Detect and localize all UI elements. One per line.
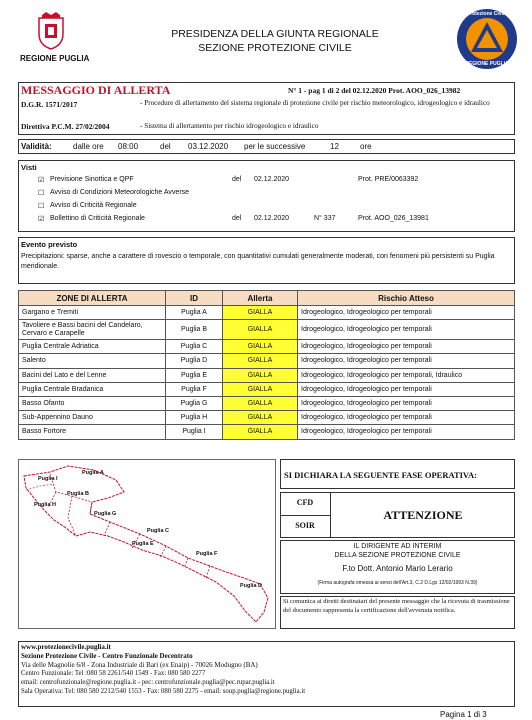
zone-name: Tavoliere e Bassi bacini del Candelaro, Cervaro e Carapelle bbox=[19, 320, 166, 340]
zone-name: Sub-Appennino Dauno bbox=[19, 411, 166, 425]
footer-address: Via delle Magnolie 6/8 - Zona Industriale di Bari (ex Enaip) - 70026 Modugno (BA) bbox=[21, 661, 258, 669]
phase-heading: SI DICHIARA LA SEGUENTE FASE OPERATIVA: bbox=[284, 470, 477, 480]
zone-id: Puglia C bbox=[166, 340, 223, 354]
zone-name: Basso Ofanto bbox=[19, 396, 166, 410]
zone-alert: GIALLA bbox=[223, 411, 298, 425]
phase-cfd: CFD bbox=[296, 498, 314, 507]
validity-label: Validità: bbox=[21, 142, 52, 151]
validity-per-label: per le successive bbox=[244, 142, 306, 151]
map-label-g: Puglia G bbox=[94, 511, 117, 517]
dgr-label: D.G.R. 1571/2017 bbox=[21, 100, 78, 109]
table-row bbox=[19, 306, 515, 320]
regione-puglia-logo bbox=[36, 12, 66, 50]
validity-hours-unit: ore bbox=[360, 142, 372, 151]
signature-name: F.to Dott. Antonio Mario Lerario bbox=[342, 564, 453, 573]
signature-line1: IL DIRIGENTE AD INTERIM bbox=[353, 543, 442, 550]
signature-note: (Firma autografa omessa ai sensi dell'Art.3, C.2 D.Lgs 12/02/1993 N.39) bbox=[317, 580, 478, 586]
table-row bbox=[19, 354, 515, 368]
signature-line2: DELLA SEZIONE PROTEZIONE CIVILE bbox=[334, 552, 461, 559]
zone-id: Puglia H bbox=[166, 411, 223, 425]
validity-del-label: del bbox=[160, 142, 171, 151]
page-number: Pagina 1 di 3 bbox=[440, 710, 487, 719]
dgr-text: - Procedure di allertamento del sistema regionale di protezione civile per rischio meteorologico, idrogeologico e idraulico bbox=[140, 99, 490, 107]
checkbox-checked-icon[interactable]: ☑ bbox=[38, 216, 45, 223]
visti-item-label: Avviso di Criticità Regionale bbox=[50, 202, 137, 209]
visti-item-3 bbox=[38, 202, 508, 212]
zone-name: Puglia Centrale Bradanica bbox=[19, 382, 166, 396]
validity-date: 03.12.2020 bbox=[188, 142, 229, 151]
zone-id: Puglia G bbox=[166, 396, 223, 410]
checkbox-checked-icon[interactable]: ☑ bbox=[38, 177, 45, 184]
validity-from-label: dalle ore bbox=[73, 142, 104, 151]
table-row bbox=[19, 368, 515, 382]
visti-item-date: 02.12.2020 bbox=[254, 176, 290, 183]
zone-alert: GIALLA bbox=[223, 320, 298, 340]
zone-alert: GIALLA bbox=[223, 425, 298, 439]
table-row bbox=[19, 340, 515, 354]
zone-risk: Idrogeologico, Idrogeologico per temporali bbox=[298, 382, 515, 396]
visti-item-label: Avviso di Condizioni Meteorologiche Avverse bbox=[50, 189, 190, 196]
header-title-line1: PRESIDENZA DELLA GIUNTA REGIONALE bbox=[171, 28, 379, 40]
checkbox-empty-icon[interactable]: ☐ bbox=[38, 203, 45, 210]
map-label-i: Puglia I bbox=[38, 476, 58, 482]
zone-risk: Idrogeologico, Idrogeologico per temporali bbox=[298, 354, 515, 368]
map-label-b: Puglia B bbox=[67, 491, 90, 497]
visti-item-label: Previsione Sinottica e QPF bbox=[50, 176, 134, 183]
table-row bbox=[19, 382, 515, 396]
table-row bbox=[19, 320, 515, 340]
directive-label: Direttiva P.C.M. 27/02/2004 bbox=[21, 122, 110, 131]
col-header-zone: ZONE DI ALLERTA bbox=[19, 291, 166, 306]
phase-value: ATTENZIONE bbox=[383, 508, 463, 522]
footer-phone-center: Centro Funzionale: Tel :080 58 2261/540 1549 - Fax: 080 580 2277 bbox=[21, 670, 206, 677]
message-ref: N° 1 - pag 1 di 2 del 02.12.2020 Prot. AOO_026_13982 bbox=[288, 86, 461, 95]
map-label-d: Puglia D bbox=[240, 583, 263, 589]
badge-bottom-text: REGIONE PUGLIA bbox=[465, 61, 509, 67]
evento-title: Evento previsto bbox=[21, 240, 78, 249]
validity-hours: 12 bbox=[330, 142, 339, 151]
map-label-f: Puglia F bbox=[196, 551, 218, 557]
visti-title: Visti bbox=[21, 163, 37, 172]
zone-id: Puglia I bbox=[166, 425, 223, 439]
zone-risk: Idrogeologico, Idrogeologico per temporali bbox=[298, 396, 515, 410]
checkbox-empty-icon[interactable]: ☐ bbox=[38, 190, 45, 197]
visti-item-del: del bbox=[232, 215, 242, 222]
zone-alert: GIALLA bbox=[223, 340, 298, 354]
map-label-h: Puglia H bbox=[34, 502, 57, 508]
zone-alert: GIALLA bbox=[223, 368, 298, 382]
visti-item-date: 02.12.2020 bbox=[254, 215, 290, 222]
zone-risk: Idrogeologico, Idrogeologico per temporali bbox=[298, 425, 515, 439]
visti-item-4 bbox=[38, 215, 508, 225]
visti-item-del: del bbox=[232, 176, 242, 183]
zone-alert: GIALLA bbox=[223, 306, 298, 320]
map-label-e: Puglia E bbox=[132, 541, 154, 547]
footer-phone-sala: Sala Operativa: Tel: 080 580 2212/540 1553 - Fax: 080 580 2275 - email: soup.puglia@regione.puglia.it bbox=[21, 688, 306, 695]
zone-id: Puglia A bbox=[166, 306, 223, 320]
visti-item-prot: Prot. AOO_026_13981 bbox=[358, 215, 429, 222]
zone-name: Puglia Centrale Adriatica bbox=[19, 340, 166, 354]
zone-risk: Idrogeologico, Idrogeologico per temporali bbox=[298, 306, 515, 320]
evento-text: Precipitazioni: sparse, anche a carattere di rovescio o temporale, con quantitativi cumulati generalmente moderati, con fenomeni più persistenti su Puglia meridionale. bbox=[21, 253, 495, 270]
visti-item-label: Bollettino di Criticità Regionale bbox=[50, 215, 145, 222]
footer-email[interactable]: email: centrofunzionale@regione.puglia.it - pec: centrofunzionale.puglia@pec.rupar.puglia.it bbox=[21, 679, 275, 686]
visti-item-num: N° 337 bbox=[314, 215, 336, 222]
map-label-a: Puglia A bbox=[82, 470, 104, 476]
phase-divider-h bbox=[280, 515, 331, 516]
map-label-c: Puglia C bbox=[147, 528, 170, 534]
protezione-civile-badge bbox=[456, 8, 518, 70]
table-row bbox=[19, 396, 515, 410]
zone-alert: GIALLA bbox=[223, 396, 298, 410]
zone-id: Puglia F bbox=[166, 382, 223, 396]
footer-center: Sezione Protezione Civile - Centro Funzionale Decentrato bbox=[21, 652, 193, 660]
zone-name: Basso Fortore bbox=[19, 425, 166, 439]
validity-from-time: 08:00 bbox=[118, 142, 139, 151]
table-row bbox=[19, 425, 515, 439]
directive-text: - Sistema di allertamento per rischio idrogeologico e idraulico bbox=[140, 122, 319, 130]
zone-risk: Idrogeologico, Idrogeologico per temporali bbox=[298, 320, 515, 340]
header-title-line2: SEZIONE PROTEZIONE CIVILE bbox=[198, 42, 352, 54]
badge-top-text: Protezione Civile bbox=[466, 11, 508, 17]
zone-id: Puglia E bbox=[166, 368, 223, 382]
zone-alert: GIALLA bbox=[223, 354, 298, 368]
visti-item-2 bbox=[38, 189, 508, 199]
region-label: REGIONE PUGLIA bbox=[20, 54, 90, 63]
notice-text: Si comunica ai diretti destinatari del presente messaggio che la ricevuta di trasmissione del documento rappresenta la certificazione dell'avvenuta notifica. bbox=[283, 598, 510, 614]
col-header-alert: Allerta bbox=[223, 291, 298, 306]
zone-id: Puglia D bbox=[166, 354, 223, 368]
zone-name: Salento bbox=[19, 354, 166, 368]
zone-risk: Idrogeologico, Idrogeologico per temporali bbox=[298, 340, 515, 354]
zone-risk: Idrogeologico, Idrogeologico per temporali, Idraulico bbox=[298, 368, 515, 382]
zone-alert: GIALLA bbox=[223, 382, 298, 396]
message-title: MESSAGGIO DI ALLERTA bbox=[21, 83, 171, 97]
zone-name: Bacini del Lato e del Lenne bbox=[19, 368, 166, 382]
zone-name: Gargano e Tremiti bbox=[19, 306, 166, 320]
footer-website[interactable]: www.protezionecivile.puglia.it bbox=[21, 643, 111, 651]
zone-risk: Idrogeologico, Idrogeologico per temporali bbox=[298, 411, 515, 425]
col-header-risk: Rischio Atteso bbox=[298, 291, 515, 306]
zone-id: Puglia B bbox=[166, 320, 223, 340]
table-row bbox=[19, 411, 515, 425]
phase-soir: SOIR bbox=[295, 521, 315, 530]
visti-item-prot: Prot. PRE/0063392 bbox=[358, 176, 419, 183]
col-header-id: ID bbox=[166, 291, 223, 306]
visti-item-1 bbox=[38, 176, 508, 186]
zones-table bbox=[18, 290, 515, 440]
